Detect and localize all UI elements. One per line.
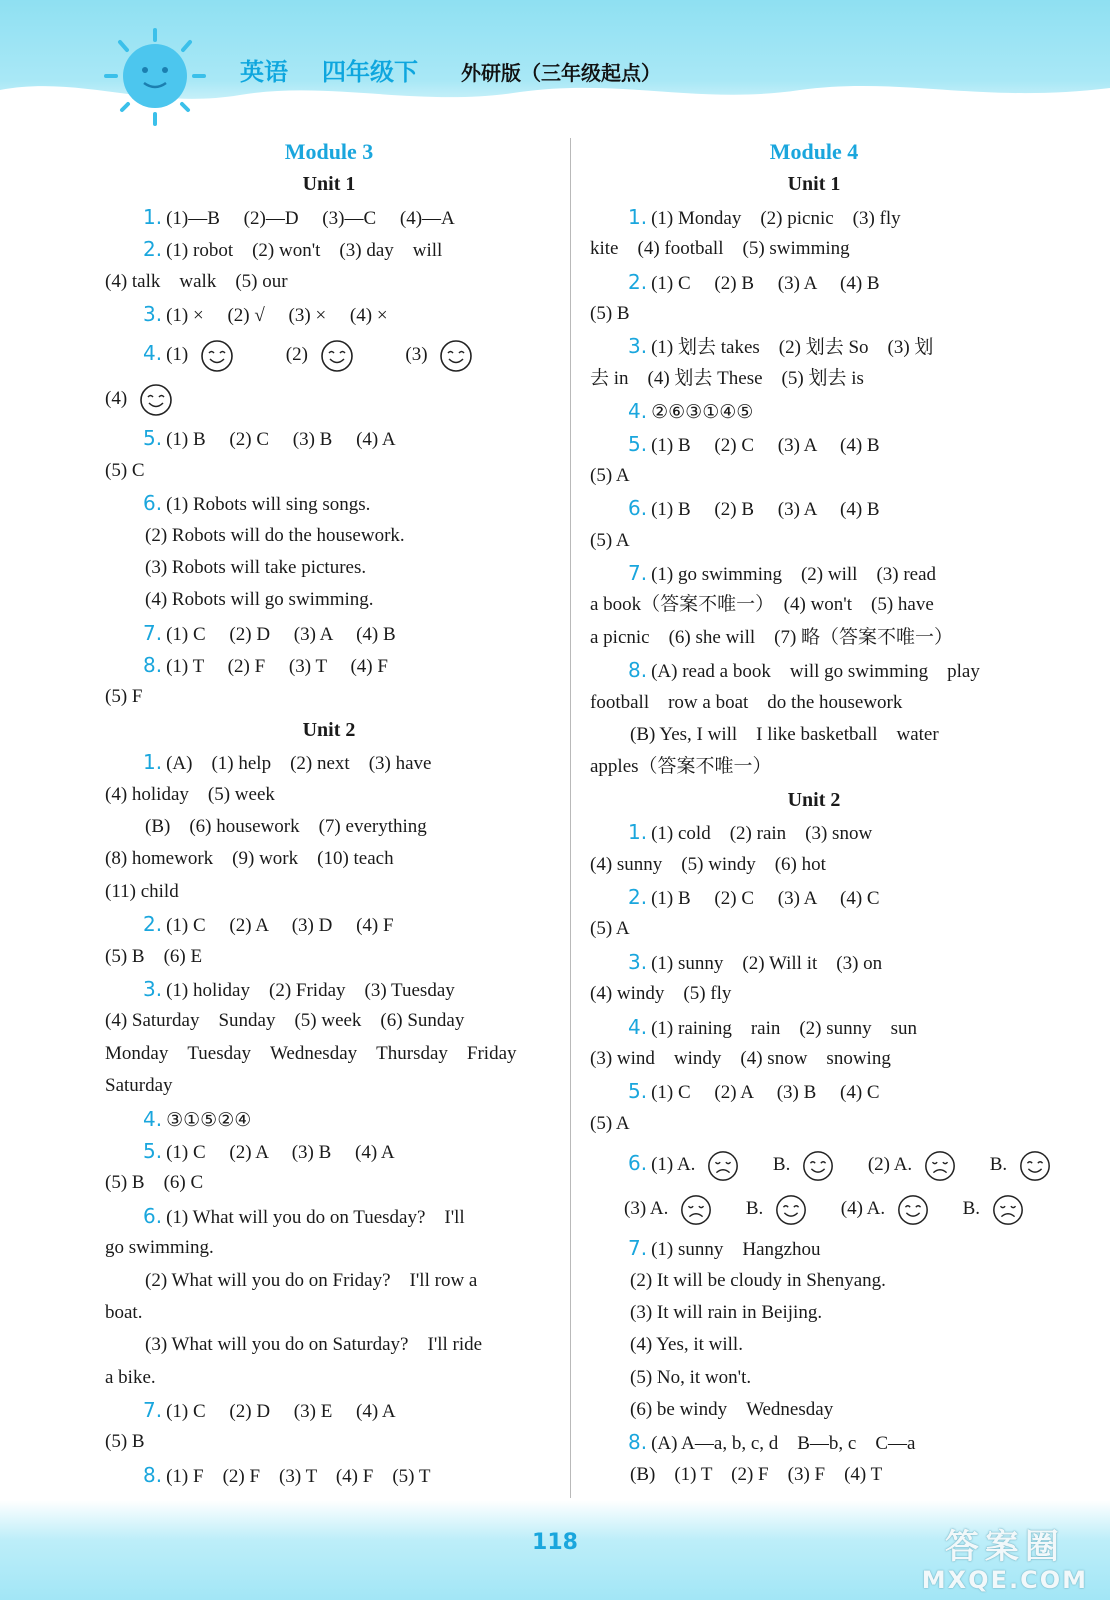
- grade-title: 四年级下: [322, 58, 418, 86]
- left-column: [105, 136, 553, 1491]
- answer-line: (5) A: [590, 529, 630, 551]
- answer-line: 7. (1) C (2) D (3) E (4) A: [143, 1398, 396, 1423]
- unit-title: Unit 1: [302, 173, 356, 196]
- smiley-face-icon: [774, 1193, 808, 1227]
- answer-line: 8. (1) F (2) F (3) T (4) F (5) T: [143, 1462, 431, 1487]
- module-title: Module 4: [769, 139, 859, 164]
- answer-line: (3) wind windy (4) snow snowing: [590, 1047, 891, 1069]
- answer-line: 7. (1) C (2) D (3) A (4) B: [143, 620, 396, 645]
- answer-line: 6. (1) B (2) B (3) A (4) B: [628, 496, 880, 521]
- page-header: [0, 0, 1110, 135]
- answer-line: 5. (1) C (2) A (3) B (4) C: [628, 1079, 880, 1104]
- answer-line: 5. (1) B (2) C (3) B (4) A: [143, 426, 396, 451]
- smiley-face-icon: [896, 1193, 930, 1227]
- answer-line: (5) F: [105, 686, 143, 708]
- answer-line: 7. (1) go swimming (2) will (3) read: [628, 561, 937, 586]
- answer-line: 4. ②⑥③①④⑤: [628, 399, 754, 424]
- answer-line: 8. (A) A—a, b, c, d B—b, c C—a: [628, 1430, 916, 1455]
- answer-line: 去 in (4) 划去 These (5) 划去 is: [590, 367, 864, 389]
- answer-line: go swimming.: [105, 1237, 214, 1259]
- answer-line: 8. (1) T (2) F (3) T (4) F: [143, 653, 388, 678]
- answer-line: (2) What will you do on Friday? I'll row a: [145, 1269, 478, 1291]
- answer-line: (2) Robots will do the housework.: [145, 524, 405, 546]
- answer-line: 6. (1) Robots will sing songs.: [143, 491, 371, 516]
- answer-line: (8) homework (9) work (10) teach: [105, 848, 394, 870]
- answer-line: 2. (1) robot (2) won't (3) day will: [143, 237, 443, 262]
- answer-line: 3. (1) holiday (2) Friday (3) Tuesday: [143, 976, 455, 1001]
- answer-line: (5) C: [105, 459, 145, 481]
- answer-line: (B) (1) T (2) F (3) F (4) T: [630, 1463, 883, 1485]
- smiley-face-icon: [199, 338, 235, 374]
- right-column: [590, 136, 1038, 1491]
- answer-line: (4) sunny (5) windy (6) hot: [590, 853, 826, 875]
- answer-line: 3. (1) 划去 takes (2) 划去 So (3) 划: [628, 334, 934, 359]
- answer-line: (2) It will be cloudy in Shenyang.: [630, 1269, 886, 1291]
- answer-line: Monday Tuesday Wednesday Thursday Friday: [105, 1042, 517, 1064]
- answer-line-faces: (3) A. B. (4) A. B.: [590, 1186, 1038, 1232]
- answer-line: 4. ③①⑤②④: [143, 1106, 252, 1131]
- answer-line: 2. (1) C (2) B (3) A (4) B: [628, 269, 880, 294]
- answer-line: (B) (6) housework (7) everything: [145, 816, 427, 838]
- answer-line: 6. (1) What will you do on Tuesday? I'll: [143, 1203, 465, 1228]
- answer-line: (4) Yes, it will.: [630, 1334, 743, 1356]
- answer-line: (4) Robots will go swimming.: [145, 589, 374, 611]
- answer-line: apples（答案不唯一）: [590, 756, 772, 778]
- watermark-logo: [921, 1527, 1088, 1594]
- sad-face-icon: [706, 1149, 740, 1183]
- smiley-face-icon: [138, 382, 174, 418]
- answer-line: (5) A: [590, 918, 630, 940]
- answer-line: 1. (1) Monday (2) picnic (3) fly: [628, 204, 901, 229]
- page-number: 118: [532, 1530, 578, 1555]
- answer-line-faces: 4. (1) (2) (3): [105, 330, 553, 376]
- answer-line: 1. (A) (1) help (2) next (3) have: [143, 750, 432, 775]
- answer-line: 4. (1) raining rain (2) sunny sun: [628, 1014, 918, 1039]
- answer-line-faces: (4): [105, 376, 553, 422]
- answer-line: (6) be windy Wednesday: [630, 1399, 834, 1421]
- unit-title: Unit 2: [302, 718, 356, 741]
- answer-line: (4) Saturday Sunday (5) week (6) Sunday: [105, 1010, 465, 1032]
- answer-line: a picnic (6) she will (7) 略（答案不唯一）: [590, 626, 954, 648]
- watermark-url: MXQE.COM: [921, 1566, 1088, 1594]
- answer-line: boat.: [105, 1301, 143, 1323]
- answer-line: (4) holiday (5) week: [105, 783, 275, 805]
- answer-line: a bike.: [105, 1366, 156, 1388]
- smiley-face-icon: [319, 338, 355, 374]
- answer-line: 1. (1)—B (2)—D (3)—C (4)—A: [143, 204, 455, 229]
- sun-icon: [100, 28, 210, 128]
- column-divider: [570, 138, 571, 1498]
- answer-line: (5) B (6) E: [105, 945, 203, 967]
- answer-line: 5. (1) B (2) C (3) A (4) B: [628, 431, 880, 456]
- answer-line: 2. (1) C (2) A (3) D (4) F: [143, 912, 394, 937]
- answer-line: (3) Robots will take pictures.: [145, 556, 367, 578]
- answer-line-faces: 6. (1) A. B. (2) A. B.: [590, 1140, 1038, 1186]
- smiley-face-icon: [438, 338, 474, 374]
- subject-title: 英语: [240, 58, 288, 86]
- answer-line: (11) child: [105, 880, 179, 902]
- edition-title: 外研版（三年级起点）: [461, 61, 661, 85]
- answer-line: (5) A: [590, 464, 630, 486]
- answer-line: 3. (1) × (2) √ (3) × (4) ×: [143, 301, 388, 326]
- answer-line: 7. (1) sunny Hangzhou: [628, 1236, 821, 1261]
- answer-line: kite (4) football (5) swimming: [590, 238, 850, 260]
- answer-line: 3. (1) sunny (2) Will it (3) on: [628, 949, 883, 974]
- module-title: Module 3: [284, 139, 374, 164]
- answer-line: (5) A: [590, 1112, 630, 1134]
- answer-line: (5) No, it won't.: [630, 1366, 752, 1388]
- answer-line: football row a boat do the housework: [590, 691, 903, 713]
- answer-line: (5) B (6) C: [105, 1172, 204, 1194]
- watermark-text: 答案圈: [944, 1527, 1065, 1567]
- answer-line: (4) talk walk (5) our: [105, 270, 288, 292]
- sad-face-icon: [991, 1193, 1025, 1227]
- answer-line: (B) Yes, I will I like basketball water: [630, 724, 939, 746]
- answer-line: 2. (1) B (2) C (3) A (4) C: [628, 884, 880, 909]
- answer-line: Saturday: [105, 1075, 173, 1097]
- answer-line: (5) B: [590, 302, 630, 324]
- answer-line: 8. (A) read a book will go swimming play: [628, 658, 980, 683]
- smiley-face-icon: [801, 1149, 835, 1183]
- unit-title: Unit 2: [787, 788, 841, 811]
- answer-line: (5) B: [105, 1431, 145, 1453]
- answer-line: 1. (1) cold (2) rain (3) snow: [628, 820, 873, 845]
- sad-face-icon: [679, 1193, 713, 1227]
- sad-face-icon: [923, 1149, 957, 1183]
- unit-title: Unit 1: [787, 173, 841, 196]
- answer-line: 5. (1) C (2) A (3) B (4) A: [143, 1138, 395, 1163]
- answer-line: (4) windy (5) fly: [590, 983, 732, 1005]
- answer-line: a book（答案不唯一） (4) won't (5) have: [590, 594, 934, 616]
- answer-line: (3) What will you do on Saturday? I'll ride: [145, 1334, 483, 1356]
- answer-line: (3) It will rain in Beijing.: [630, 1301, 823, 1323]
- smiley-face-icon: [1018, 1149, 1052, 1183]
